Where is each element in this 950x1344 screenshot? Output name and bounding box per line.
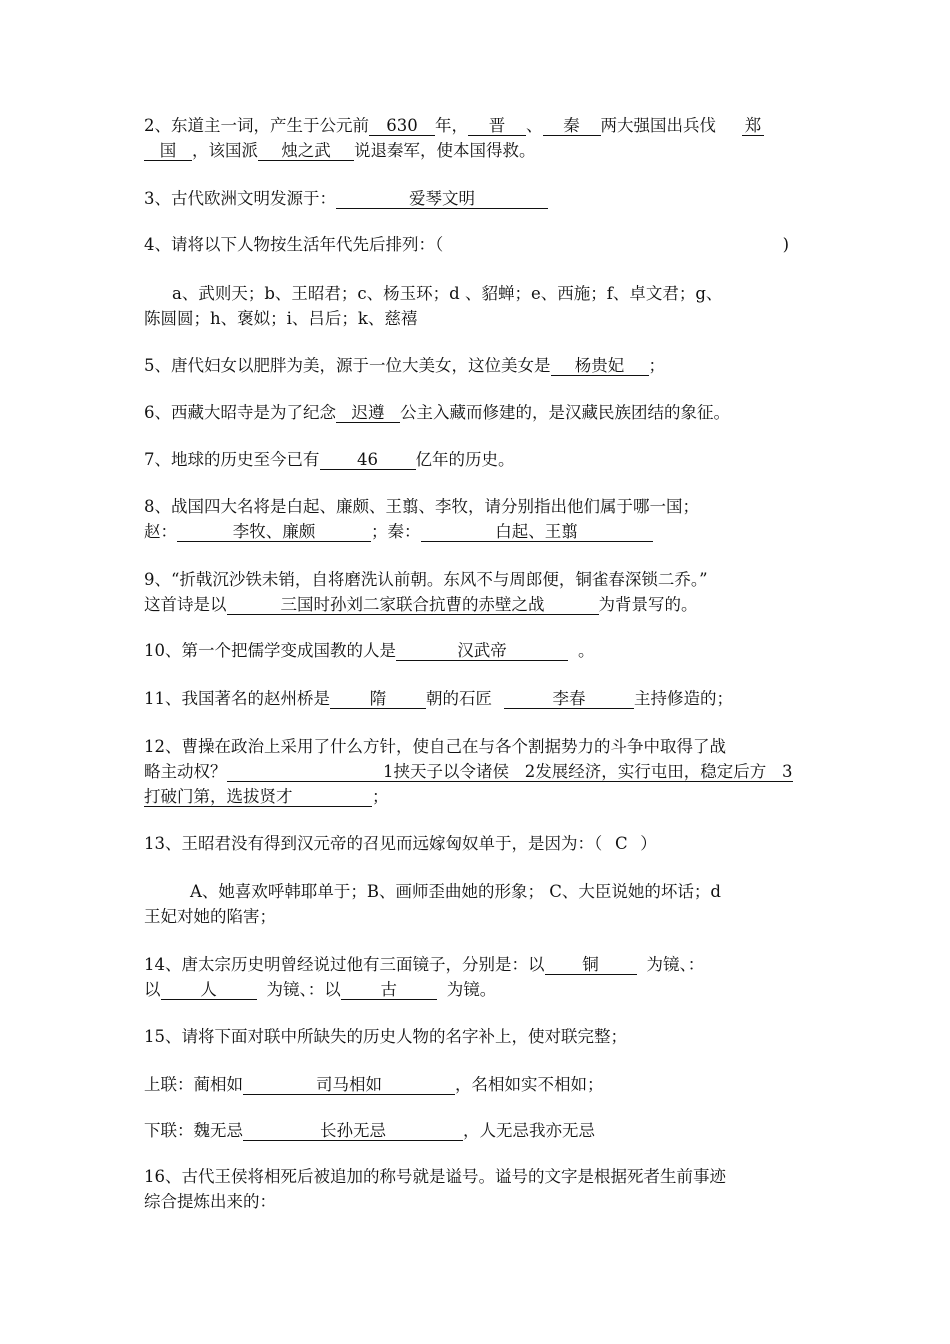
question-14-line-1	[144, 955, 704, 975]
question-13	[144, 834, 657, 854]
question-text: 略主动权？	[144, 762, 227, 781]
question-6	[144, 403, 730, 423]
couplet-upper	[144, 1075, 604, 1095]
question-16-line-2: 综合提炼出来的：	[144, 1192, 276, 1211]
question-12-line-1: 12、曹操在政治上采用了什么方针，使自己在与各个割据势力的斗争中取得了战	[144, 737, 726, 756]
question-text: 以	[144, 980, 161, 999]
question-text: )	[782, 235, 789, 254]
question-13-options-1: A、她喜欢呼韩耶单于；B、画师歪曲她的形象； C、大臣说她的坏话；d	[190, 882, 721, 901]
answer-blank: 46	[320, 450, 416, 470]
question-text: ，名相如实不相如；	[455, 1075, 604, 1094]
question-text: 4、请将以下人物按生活年代先后排列：（	[144, 235, 444, 254]
question-15: 15、请将下面对联中所缺失的历史人物的名字补上，使对联完整；	[144, 1027, 627, 1046]
question-4-options-2: 陈圆圆；h、褒姒；i、吕后；k、慈禧	[144, 309, 418, 328]
question-5	[144, 356, 665, 376]
question-7	[144, 450, 515, 470]
question-text: 6、西藏大昭寺是为了纪念	[144, 403, 336, 422]
question-text: 上联：蔺相如	[144, 1075, 243, 1094]
answer-blank: 郑	[742, 116, 764, 136]
question-text: 为镜、：	[646, 955, 705, 974]
answer-blank: 白起、王翦	[421, 522, 653, 542]
question-text: 13、王昭君没有得到汉元帝的召见而远嫁匈奴单于，是因为：（	[144, 834, 603, 853]
question-text: 下联：魏无忌	[144, 1121, 243, 1140]
answer-blank: 1挟天子以令诸侯 2发展经济，实行屯田，稳定后方 3	[227, 762, 793, 782]
question-text: 亿年的历史。	[415, 450, 515, 469]
question-13-options-2: 王妃对她的陷害；	[144, 907, 276, 926]
question-text: 。	[578, 641, 595, 660]
answer-blank: 铜	[545, 955, 637, 975]
question-text: 主持修造的；	[634, 689, 733, 708]
answer-blank: 烛之武	[258, 141, 354, 161]
question-text: 7、地球的历史至今已有	[144, 450, 320, 469]
question-text: 两大强国出兵伐	[600, 116, 716, 135]
answer-blank: 晋	[468, 116, 526, 136]
question-text: ，人无忌我亦无忌	[463, 1121, 595, 1140]
question-text: 赵：	[144, 522, 177, 541]
question-8-line-1: 8、战国四大名将是白起、廉颇、王翦、李牧，请分别指出他们属于哪一国；	[144, 497, 699, 516]
question-text: 2、东道主一词，产生于公元前	[144, 116, 369, 135]
question-text: 年，	[435, 116, 468, 135]
question-text: ；	[372, 787, 389, 806]
question-12-line-2	[144, 762, 793, 782]
question-text: 为背景写的。	[598, 595, 698, 614]
question-4-options-1: a、武则天；b、王昭君；c、杨玉环；d 、貂蝉；e、西施；f、卓文君；g、	[172, 284, 723, 303]
answer-blank: 爱琴文明	[336, 189, 548, 209]
question-text: 10、第一个把儒学变成国教的人是	[144, 641, 396, 660]
answer-blank: 人	[161, 980, 257, 1000]
question-10	[144, 641, 595, 661]
question-text: ；	[648, 356, 665, 375]
question-9-line-1: 9、“折戟沉沙铁未销，自将磨洗认前朝。东风不与周郎便，铜雀春深锁二乔。”	[144, 570, 708, 589]
answer-blank: 古	[341, 980, 437, 1000]
question-text: 为镜、：以	[266, 980, 341, 999]
question-11	[144, 689, 733, 709]
question-4	[144, 235, 789, 255]
question-text: 11、我国著名的赵州桥是	[144, 689, 330, 708]
answer-blank: 杨贵妃	[551, 356, 649, 376]
answer-blank: 630	[369, 116, 435, 136]
question-text: ）	[640, 834, 657, 853]
question-text: 为镜。	[446, 980, 497, 999]
question-8-line-2	[144, 522, 653, 542]
answer-blank: 李牧、廉颇	[177, 522, 371, 542]
answer-blank: 秦	[543, 116, 601, 136]
question-2-line-2	[144, 141, 536, 161]
question-text: ，该国派	[192, 141, 258, 160]
question-text: 5、唐代妇女以肥胖为美，源于一位大美女，这位美女是	[144, 356, 551, 375]
question-text: 、	[526, 116, 543, 135]
answer-blank: 三国时孙刘二家联合抗曹的赤壁之战	[227, 595, 599, 615]
answer-blank: 李春	[504, 689, 634, 709]
answer-blank: 国	[144, 141, 192, 161]
question-16-line-1: 16、古代王侯将相死后被追加的称号就是谥号。谥号的文字是根据死者生前事迹	[144, 1167, 726, 1186]
answer-blank: 打破门第，选拔贤才	[144, 787, 372, 807]
answer-blank: 隋	[330, 689, 426, 709]
answer-blank: 司马相如	[243, 1075, 455, 1095]
answer-blank: 汉武帝	[396, 641, 568, 661]
question-text: 这首诗是以	[144, 595, 227, 614]
answer-blank: 迟遵	[336, 403, 400, 423]
question-text: 公主入藏而修建的，是汉藏民族团结的象征。	[400, 403, 730, 422]
question-14-line-2	[144, 980, 496, 1000]
question-2-line-1	[144, 116, 764, 136]
question-9-line-2	[144, 595, 698, 615]
question-text: ；秦：	[371, 522, 421, 541]
question-text: 3、古代欧洲文明发源于：	[144, 189, 336, 208]
answer-blank: 长孙无忌	[243, 1121, 463, 1141]
question-text: 说退秦军，使本国得救。	[354, 141, 536, 160]
answer-choice: C	[614, 834, 628, 853]
question-text: 14、唐太宗历史明曾经说过他有三面镜子，分别是：以	[144, 955, 545, 974]
question-12-line-3	[144, 787, 389, 807]
couplet-lower	[144, 1121, 595, 1141]
question-text: 朝的石匠	[426, 689, 492, 708]
question-3	[144, 189, 548, 209]
